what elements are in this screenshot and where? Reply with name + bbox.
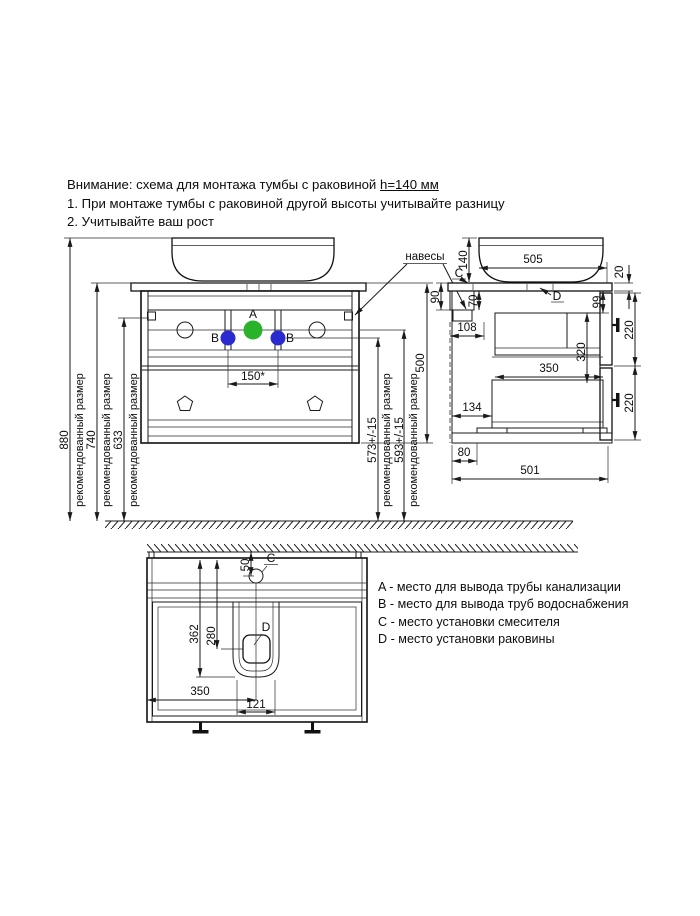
- dim-350-plan: 350: [190, 686, 210, 698]
- dim-633-note: рекомендованный размер: [128, 373, 140, 507]
- drawer-box-bottom: [492, 380, 603, 428]
- floor-line: [105, 521, 573, 529]
- dim-140: 140: [458, 250, 470, 270]
- dim-880: 880: [59, 430, 71, 450]
- dim-70: 70: [468, 294, 480, 308]
- dim-320: 320: [576, 342, 588, 362]
- dim-573: 573+/-15: [367, 417, 379, 463]
- countertop-front: [131, 283, 366, 291]
- sink-drain-plan: [243, 635, 270, 663]
- dim-99: 99: [592, 295, 604, 309]
- knob-plan: [311, 722, 314, 730]
- knob-plan: [305, 730, 321, 734]
- dim-220-bottom: 220: [624, 393, 636, 413]
- dim-80: 80: [457, 447, 471, 459]
- dim-500: 500: [415, 353, 427, 373]
- front-view: [131, 238, 366, 443]
- water-point-b-left: [221, 331, 236, 346]
- point-a-label: A: [248, 307, 258, 321]
- header-note: [67, 176, 505, 232]
- dim-880-note: рекомендованный размер: [74, 373, 86, 507]
- dim-121: 121: [246, 699, 266, 711]
- countertop-side: [448, 283, 612, 291]
- hanger-bracket-hook: [453, 310, 472, 321]
- legend-item-a: A - место для вывода трубы канализации: [378, 580, 621, 594]
- point-b-label: B: [210, 331, 220, 345]
- legend-item-c: C - место установки смесителя: [378, 614, 560, 629]
- dim-573-note: рекомендованный размер: [381, 373, 393, 507]
- dim-108: 108: [457, 322, 477, 334]
- header-sink-height: h=140 мм: [379, 177, 439, 192]
- dim-593: 593+/-15: [394, 417, 406, 463]
- point-c-label: C: [454, 266, 464, 280]
- knob-plan: [193, 730, 209, 734]
- cabinet-bottom-side: [452, 433, 612, 443]
- header-note-2: 2. Учитывайте ваш рост: [67, 214, 214, 230]
- dim-150: 150*: [241, 371, 265, 383]
- point-c-label: C: [266, 551, 276, 565]
- dim-362: 362: [189, 624, 201, 644]
- legend-item-d: D - место установки раковины: [378, 631, 555, 646]
- hangers-label: навесы: [405, 251, 445, 263]
- knob-bottom: [616, 393, 620, 407]
- point-d-label: D: [552, 289, 562, 303]
- legend: [378, 579, 629, 648]
- dim-220-top: 220: [624, 320, 636, 340]
- water-point-b-right: [271, 331, 286, 346]
- dim-740-note: рекомендованный размер: [101, 373, 113, 507]
- dim-280: 280: [206, 626, 218, 646]
- dim-90: 90: [430, 290, 442, 304]
- header-note-1: 1. При монтаже тумбы с раковиной другой высоты учитывайте разницу: [67, 195, 505, 211]
- point-b-label: B: [285, 331, 295, 345]
- knob-top: [616, 318, 620, 332]
- dim-20: 20: [614, 265, 626, 279]
- header-title: Внимание: схема для монтажа тумбы с раковиной h=140 мм: [67, 177, 439, 192]
- dim-501: 501: [520, 465, 540, 477]
- dim-50: 50: [240, 558, 252, 572]
- drawer-front-bottom-side: [600, 368, 612, 440]
- dim-505: 505: [523, 254, 543, 266]
- drain-point-a: [244, 321, 263, 340]
- wall-line: [147, 544, 578, 552]
- dim-633: 633: [113, 430, 125, 450]
- dim-593-note: рекомендованный размер: [408, 373, 420, 507]
- dim-740: 740: [86, 430, 98, 450]
- knob-plan: [199, 722, 202, 730]
- sink-front-outline: [172, 238, 334, 281]
- dim-134: 134: [462, 402, 482, 414]
- legend-item-b: B - место для вывода труб водоснабжения: [378, 597, 629, 612]
- point-d-label: D: [261, 620, 271, 634]
- dim-350-side: 350: [539, 363, 559, 375]
